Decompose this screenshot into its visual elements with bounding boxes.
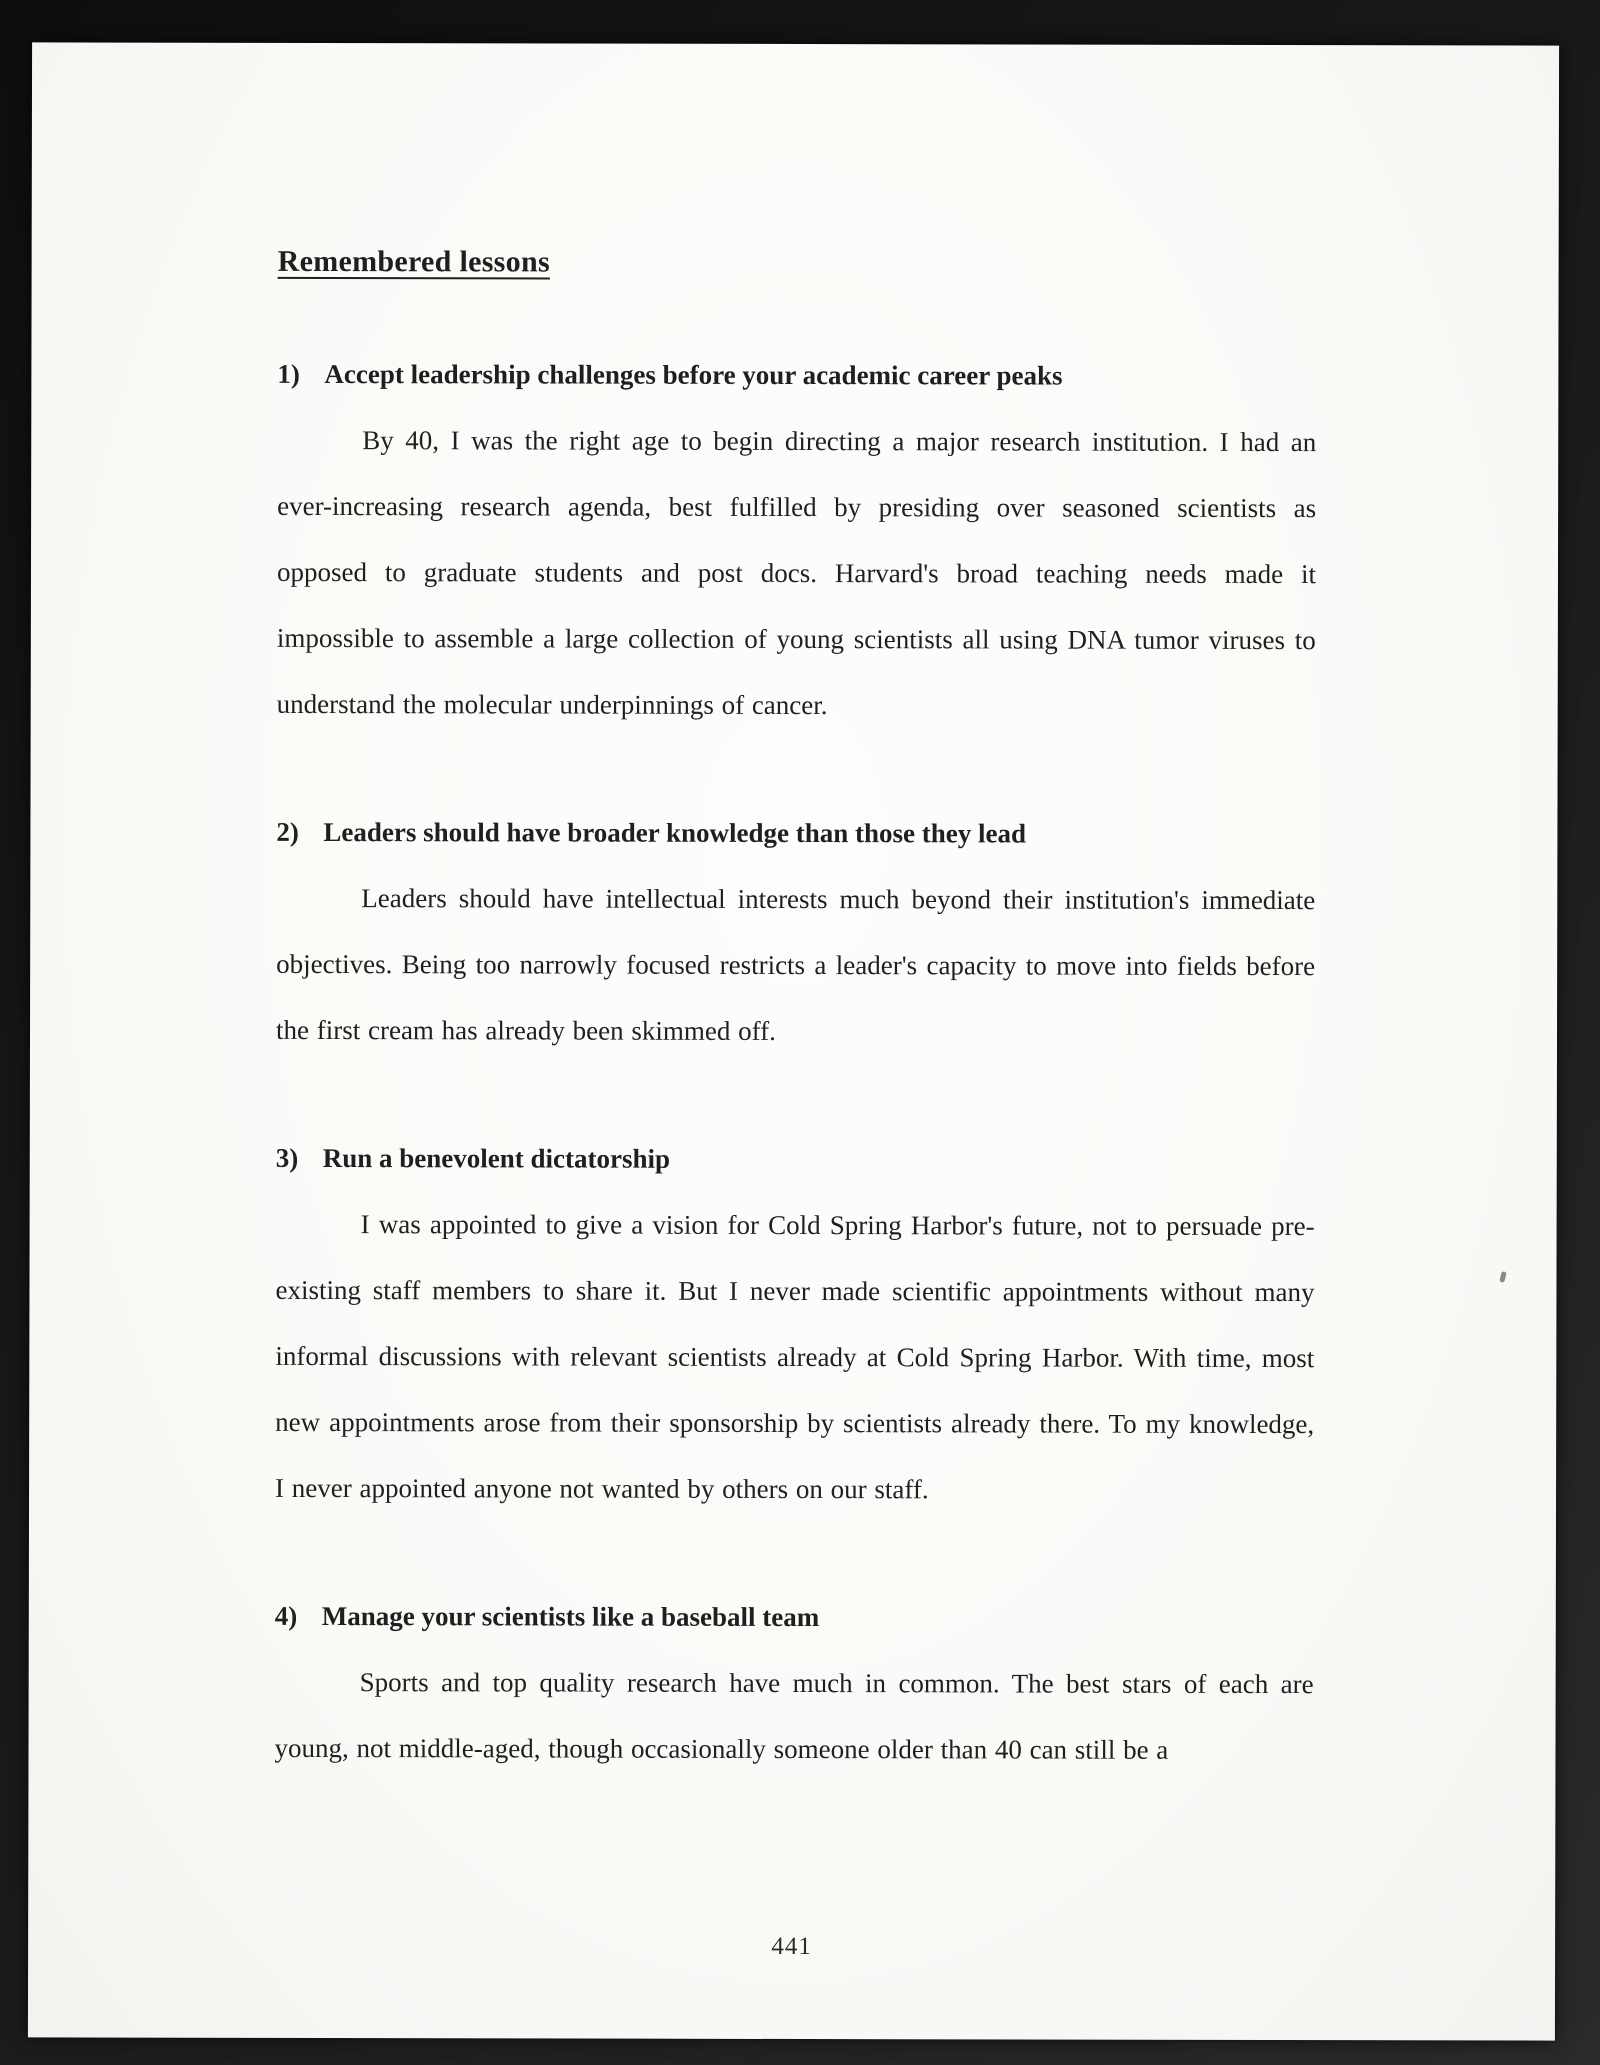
section-heading xyxy=(275,1583,1314,1651)
paragraph: I was appointed to give a vision for Cold Spring Harbor's future, not to persuade pre-existing staff members to share it. But I never made scientific appointments without many informal discussions with relevant scientists already at Cold Spring Harbor. With time, most new appointments arose from their sponsorship by scientists already there. To my knowledge, I never appointed anyone not wanted by others on our staff. xyxy=(275,1209,1315,1505)
section-2 xyxy=(276,799,1316,1065)
section-number: 1) xyxy=(277,358,300,389)
section-heading xyxy=(276,1125,1315,1193)
paragraph: Leaders should have intellectual interests much beyond their institution's immediate objectives. Being too narrowly focused restricts a leader's capacity to move into fields before the first cream has already been skimmed off. xyxy=(275,883,1316,1046)
section-heading xyxy=(277,341,1316,409)
section-heading-text: Manage your scientists like a baseball team xyxy=(321,1601,820,1633)
section-heading-text: Run a benevolent dictatorship xyxy=(322,1143,671,1174)
paragraph: Sports and top quality research have much in common. The best stars of each are young, not middle-aged, though occasionally someone older than 40 can still be a xyxy=(274,1667,1314,1765)
page-title: Remembered lessons xyxy=(277,244,550,279)
section-4 xyxy=(274,1583,1313,1783)
page-number: 441 xyxy=(771,1932,812,1961)
section-heading xyxy=(276,799,1315,867)
section-1 xyxy=(277,341,1317,739)
section-heading-text: Accept leadership challenges before your academic career peaks xyxy=(324,359,1063,391)
scanned-page xyxy=(28,42,1559,2040)
section-3 xyxy=(275,1125,1315,1523)
section-number: 2) xyxy=(276,816,299,847)
section-number: 3) xyxy=(275,1142,299,1173)
section-number: 4) xyxy=(274,1600,298,1631)
paragraph: By 40, I was the right age to begin directing a major research institution. I had an ever-increasing research agenda, best fulfilled by presiding over seasoned scientists as opposed to graduate students and post docs. Harvard's broad teaching needs made it impossible to assemble a large collection of young scientists all using DNA tumor viruses to understand the molecular underpinnings of cancer. xyxy=(276,425,1317,721)
section-heading-text: Leaders should have broader knowledge than those they lead xyxy=(323,817,1027,849)
scan-speck-artifact xyxy=(1499,1271,1507,1283)
